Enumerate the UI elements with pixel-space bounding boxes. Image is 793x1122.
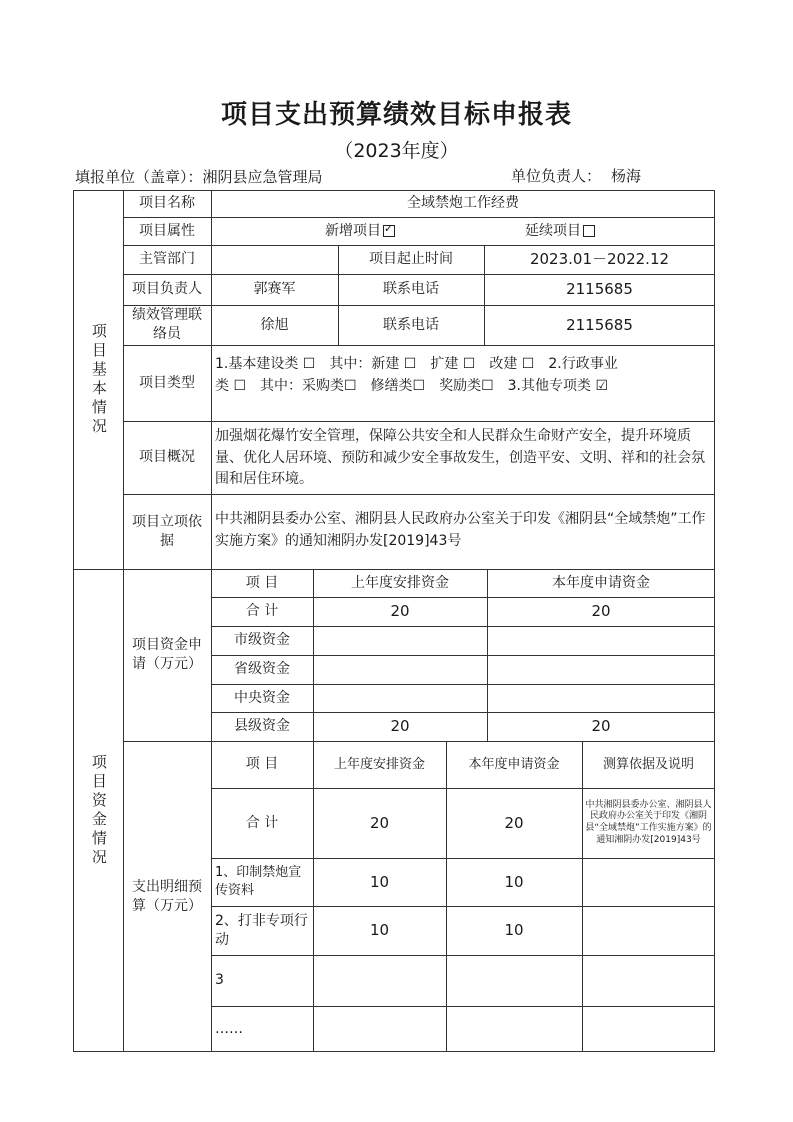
detail-row-this: 10 [504, 872, 524, 891]
fund-row-last [313, 655, 487, 684]
person-label: 单位负责人： [511, 167, 602, 185]
fund-row-this [487, 626, 715, 655]
fund-row-this [487, 655, 715, 684]
phone2-value: 2115685 [566, 315, 633, 334]
type-line-2: 类 ☐ 其中：采购类☐ 修缮类☐ 奖励类☐ 3.其他专项类 ☑ [215, 377, 609, 394]
detail-row-item: 2、打非专项行动 [215, 912, 308, 948]
fund-header-this: 本年度申请资金 [552, 574, 650, 591]
unit-name: 湘阴县应急管理局 [202, 168, 323, 186]
fund-row-last [313, 626, 487, 655]
detail-row-this [446, 955, 582, 1006]
phone2-label: 联系电话 [383, 316, 439, 333]
form-title: 项目支出预算绩效目标申报表 [220, 100, 572, 130]
perf-contact-label: 绩效管理联络员 [132, 307, 202, 342]
detail-row-last [313, 955, 446, 1006]
fund-row-item: 合 计 [245, 603, 279, 620]
unit-responsible [511, 165, 641, 186]
detail-row-basis [582, 955, 715, 1006]
person-name: 杨海 [611, 167, 642, 185]
filling-unit [75, 166, 323, 187]
leader-label: 项目负责人 [132, 281, 202, 298]
detail-header-last: 上年度安排资金 [333, 756, 425, 772]
detail-row-this: 20 [504, 813, 524, 832]
project-name-value: 全域禁炮工作经费 [407, 195, 519, 212]
detail-row-basis: 中共湘阴县委办公室、湘阴县人民政府办公室关于印发《湘阴县“全域禁炮”工作实施方案》的通知湘阴办发[2019]43号 [585, 799, 712, 845]
dept-value [211, 245, 338, 274]
fund-row-last: 20 [390, 602, 410, 621]
detail-row-item: 合 计 [245, 814, 279, 831]
section-basic-label: 项目基本情况 [89, 322, 108, 437]
detail-row-item: 3 [215, 972, 224, 989]
detail-header-this: 本年度申请资金 [468, 756, 560, 772]
form-year: （2023年度） [334, 140, 459, 162]
detail-header-basis: 测算依据及说明 [602, 756, 694, 772]
detail-row-item: 1、印制禁炮宣传资料 [215, 865, 302, 898]
fund-header-item: 项 目 [245, 574, 279, 591]
checked-box-icon [383, 225, 395, 237]
detail-header-item: 项 目 [245, 756, 279, 773]
period-value: 2023.01－2022.12 [529, 250, 670, 269]
basis-label: 项目立项依据 [132, 513, 202, 549]
type-label: 项目类型 [139, 374, 195, 391]
fund-row-item: 县级资金 [234, 718, 290, 735]
type-options [211, 352, 715, 418]
fund-row-item: 中央资金 [234, 689, 290, 706]
fund-row-this: 20 [591, 717, 611, 736]
dept-label: 主管部门 [139, 251, 195, 268]
section-fund-label: 项目资金情况 [89, 753, 108, 868]
fund-row-last: 20 [390, 717, 410, 736]
project-attr-label: 项目属性 [139, 222, 195, 239]
fund-row-item: 省级资金 [234, 661, 290, 678]
detail-row-basis [582, 906, 715, 955]
phone-label: 联系电话 [383, 281, 439, 298]
project-name-label: 项目名称 [139, 195, 195, 212]
overview-label: 项目概况 [139, 449, 195, 466]
detail-row-basis [582, 1006, 715, 1052]
detail-row-item: …… [215, 1020, 243, 1037]
detail-row-this [446, 1006, 582, 1052]
fund-header-last: 上年度安排资金 [351, 574, 449, 591]
detail-row-last [313, 1006, 446, 1052]
unit-label: 填报单位（盖章）： [75, 168, 203, 186]
detail-row-last: 10 [369, 921, 390, 940]
basis-text: 中共湘阴县委办公室、湘阴县人民政府办公室关于印发《湘阴县“全域禁炮”工作实施方案》的通知湘阴办发[2019]43号 [215, 511, 706, 549]
fund-row-item: 市级资金 [234, 632, 290, 649]
fund-apply-label: 项目资金申请（万元） [132, 637, 202, 672]
empty-box-icon [583, 225, 595, 237]
perf-contact-value: 徐旭 [260, 316, 289, 333]
detail-row-last: 10 [369, 872, 390, 891]
detail-row-this: 10 [504, 921, 524, 940]
attr-continue-option[interactable]: 延续项目 [500, 217, 620, 245]
phone-value: 2115685 [566, 280, 633, 299]
period-label: 项目起止时间 [369, 251, 453, 268]
fund-row-last [313, 684, 487, 712]
detail-row-last: 20 [369, 813, 390, 832]
type-line-1: 1.基本建设类 ☐ 其中：新建 ☐ 扩建 ☐ 改建 ☐ 2.行政事业 [215, 356, 618, 372]
fund-row-this: 20 [591, 602, 611, 621]
attr-new-option[interactable]: 新增项目 ✓ [300, 217, 420, 245]
overview-text: 加强烟花爆竹安全管理，保障公共安全和人民群众生命财产安全，提升环境质量、优化人居环境、预防和减少安全事故发生，创造平安、文明、祥和的社会氛围和居住环境。 [215, 428, 705, 488]
detail-row-basis [582, 858, 715, 906]
detail-label: 支出明细预算（万元） [132, 878, 202, 914]
leader-value: 郭赛军 [253, 281, 296, 298]
fund-row-this [487, 684, 715, 712]
